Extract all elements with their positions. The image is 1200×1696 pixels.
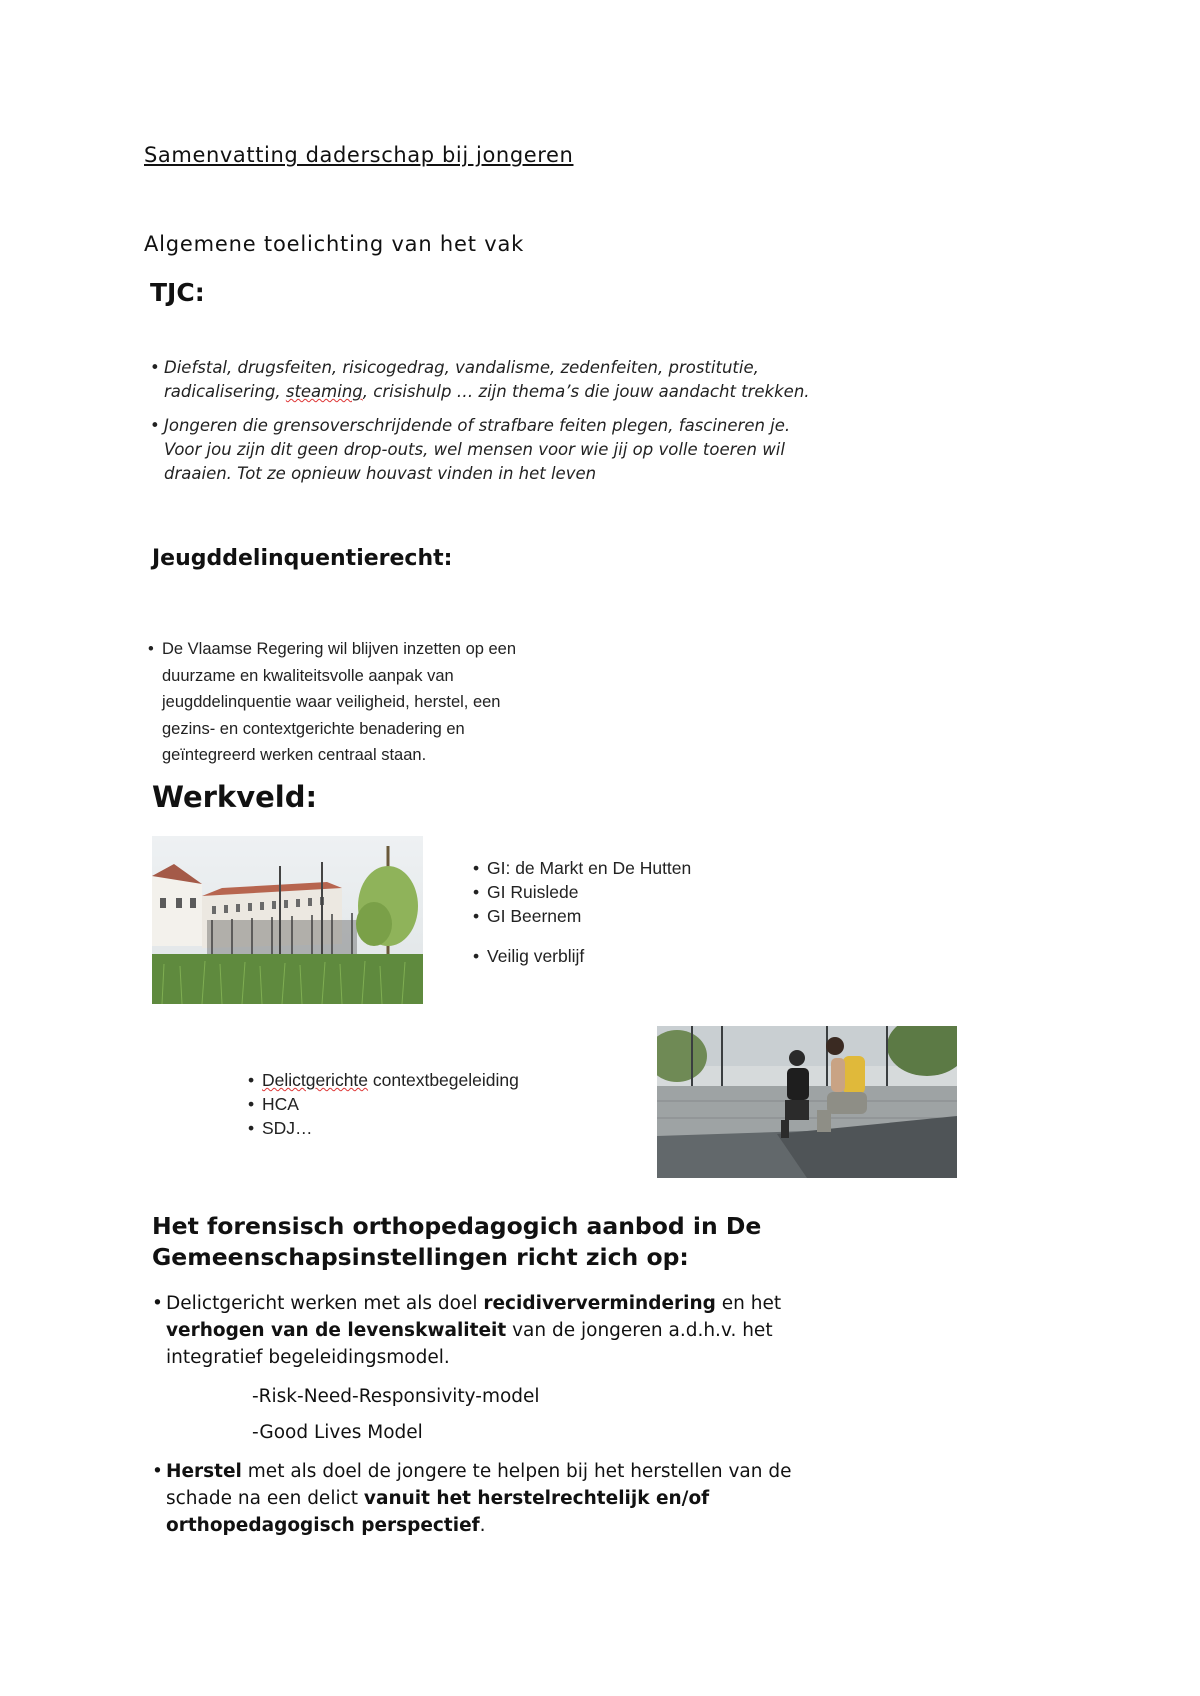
forensisch-bullet-1-text-c: van de jongeren a.d.h.v. het integratief begeleidingsmodel.: [166, 1320, 773, 1368]
forensisch-bullet-list: [152, 1290, 832, 1371]
model-good-lives: -Good Lives Model: [252, 1422, 423, 1443]
forensisch-bullet-2-bold-a: Herstel: [166, 1461, 242, 1482]
forensisch-bullet-1-text-b: en het: [715, 1293, 782, 1314]
jeugd-bullet: • De Vlaamse Regering wil blijven inzetten op een duurzame en kwaliteitsvolle aanpak van jeugddelinquentie waar veiligheid, herstel, een gezins- en contextgerichte benadering en geïntegreerd werken centraal staan.: [148, 636, 528, 769]
tjc-bullet-1: [150, 356, 830, 404]
jeugddelinquentierecht-heading: Jeugddelinquentierecht:: [152, 546, 453, 571]
forensisch-bullet-1-bold-b: verhogen van de levenskwaliteit: [166, 1320, 507, 1341]
model-rnr: -Risk-Need-Responsivity-model: [252, 1386, 540, 1407]
document-title: Samenvatting daderschap bij jongeren: [144, 143, 574, 167]
context-list: [248, 1068, 519, 1140]
forensisch-bullet-list-2: [152, 1458, 832, 1539]
document-subtitle: Algemene toelichting van het vak: [144, 232, 525, 256]
jeugd-bullet-list: [148, 636, 528, 769]
two-youths-photo: [657, 1026, 957, 1178]
gi-item: • Veilig verblijf: [473, 944, 691, 968]
context-item-spellcheck-word: Delictgerichte: [262, 1070, 369, 1090]
context-item: [248, 1092, 519, 1116]
forensisch-bullet-1-text-a: Delictgericht werken met als doel: [166, 1293, 484, 1314]
tjc-bullet-1-text-b: , crisishulp … zijn thema’s die jouw aandacht trekken.: [362, 382, 810, 401]
institution-building-photo: [152, 836, 423, 1004]
forensisch-bullet-2-text-b: .: [479, 1515, 486, 1536]
tjc-bullet-list: [150, 356, 830, 496]
gi-list: [473, 856, 691, 968]
werkveld-heading: Werkveld:: [152, 780, 318, 814]
forensisch-bullet-2: [152, 1458, 832, 1539]
tjc-bullet-1-spellcheck-word: steaming: [285, 382, 363, 401]
context-item-text: contextbegeleiding: [368, 1070, 519, 1090]
forensisch-bullet-2-bold-b: vanuit het herstelrechtelijk en/of orthopedagogisch perspectief: [166, 1488, 710, 1536]
forensisch-bullet-2-text-a: met als doel de jongere te helpen bij het herstellen van de schade na een delict: [166, 1461, 792, 1509]
gi-item: • GI Ruislede: [473, 880, 691, 904]
context-item-text: HCA: [262, 1094, 299, 1114]
gi-item: • GI: de Markt en De Hutten: [473, 856, 691, 880]
tjc-bullet-2-text: Jongeren die grensoverschrijdende of strafbare feiten plegen, fascineren je. Voor jou zijn dit geen drop-outs, wel mensen voor wie jij op volle toeren wil draaien. Tot ze opnieuw houvast vinden in het leven: [164, 416, 791, 483]
context-item: [248, 1068, 519, 1092]
tjc-heading: TJC:: [150, 278, 205, 307]
forensisch-heading: Het forensisch orthopedagogich aanbod in De Gemeenschapsinstellingen richt zich op:: [152, 1212, 762, 1271]
gi-item: • GI Beernem: [473, 904, 691, 928]
tjc-bullet-1-text-a: Diefstal, drugsfeiten, risicogedrag, vandalisme, zedenfeiten, prostitutie, radicalisering,: [164, 358, 759, 401]
forensisch-bullet-1-bold-a: recidiververmindering: [483, 1293, 716, 1314]
context-item-text: SDJ…: [262, 1118, 313, 1138]
forensisch-bullet-1: [152, 1290, 832, 1371]
context-item: [248, 1116, 519, 1140]
tjc-bullet-2: [150, 414, 830, 486]
